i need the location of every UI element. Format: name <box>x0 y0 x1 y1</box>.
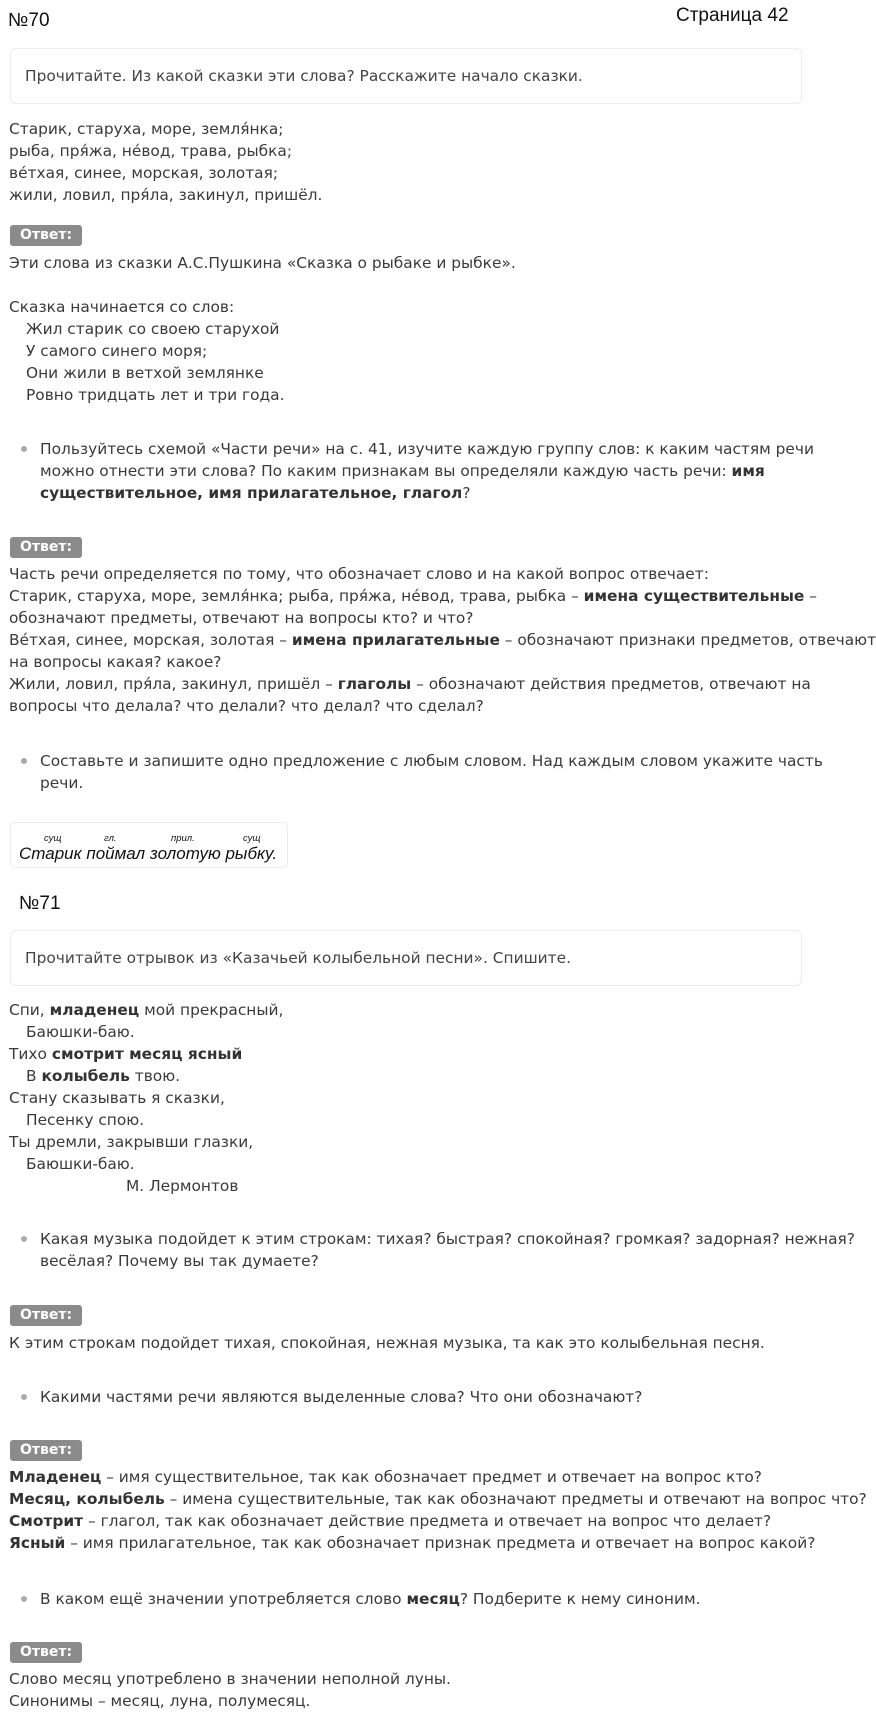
answer-line: на вопросы какая? какое? <box>9 653 222 671</box>
poem-line: Песенку спою. <box>26 1111 145 1129</box>
page-number: Страница 42 <box>676 5 789 26</box>
sentence-text: Старик поймал золотую рыбку. <box>19 844 278 863</box>
answer-text: – <box>804 587 817 605</box>
handwritten-sentence-box <box>10 822 288 868</box>
answer-text: – обозначают действия предметов, отвечают на <box>411 675 811 693</box>
word-line: жили, ловил, пря́ла, закинул, пришёл. <box>9 186 323 204</box>
poem-line: Ты дремли, закрывши глазки, <box>9 1133 254 1151</box>
answer-line: Синонимы – месяц, луна, полумесяц. <box>9 1692 311 1710</box>
answer-text: – глагол, так как обозначает действие предмета и отвечает на вопрос что делает? <box>83 1512 772 1530</box>
answer-text: Старик, старуха, море, земля́нка; рыба, пря́жа, не́вод, трава, рыбка – <box>9 587 584 605</box>
question-text: В каком ещё значении употребляется слово <box>40 1590 407 1608</box>
question-bold: имя <box>731 462 765 480</box>
question-bold: существительное, имя прилагательное, глагол <box>40 484 463 502</box>
poem-line: У самого синего моря; <box>26 342 208 360</box>
answer-line: Эти слова из сказки А.С.Пушкина «Сказка о рыбаке и рыбке». <box>9 254 516 272</box>
answer-badge: Ответ: <box>10 1642 82 1663</box>
answer-bold: Смотрит <box>9 1512 84 1530</box>
pos-label: гл. <box>104 833 117 844</box>
answer-bold: имена прилагательные <box>291 631 500 649</box>
answer-text: Ве́тхая, синее, морская, золотая – <box>9 631 292 649</box>
answer-badge: Ответ: <box>10 225 82 246</box>
question-item <box>20 1588 790 1610</box>
answer-badge: Ответ: <box>10 537 82 558</box>
question-text: ? Подберите к нему синоним. <box>459 1590 701 1608</box>
answer-text: – имя существительное, так как обозначает предмет и отвечает на вопрос кто? <box>101 1468 762 1486</box>
question-line: Составьте и запишите одно предложение с любым словом. Над каждым словом укажите часть <box>40 752 823 770</box>
word-line: Старик, старуха, море, земля́нка; <box>9 120 284 138</box>
answer-block <box>9 1332 765 1354</box>
poem-line: Баюшки-баю. <box>26 1023 135 1041</box>
poem-line: Жил старик со своею старухой <box>26 320 280 338</box>
question-item <box>20 1386 790 1408</box>
answer-text: – обозначают признаки предметов, отвечают <box>499 631 876 649</box>
question-line: Какая музыка подойдет к этим строкам: тихая? быстрая? спокойная? громкая? задорная? нежная? <box>40 1230 855 1248</box>
question-line: Какими частями речи являются выделенные слова? Что они обозначают? <box>40 1388 643 1406</box>
answer-line: вопросы что делала? что делали? что делал? что сделал? <box>9 697 484 715</box>
poem-text: Тихо <box>9 1045 52 1063</box>
pos-label: сущ <box>44 833 62 844</box>
poem-text: твою. <box>129 1067 181 1085</box>
answer-block <box>9 1668 451 1712</box>
answer-bold: Ясный <box>9 1534 66 1552</box>
poem-line: Стану сказывать я сказки, <box>9 1089 225 1107</box>
poem-line: Ровно тридцать лет и три года. <box>26 386 285 404</box>
exercise-number: №70 <box>8 10 50 31</box>
pos-label: прил. <box>171 833 195 844</box>
answer-text: – имена существительные, так как обозначают предметы и отвечают на вопрос что? <box>164 1490 867 1508</box>
question-line: весёлая? Почему вы так думаете? <box>40 1252 319 1270</box>
answer-block <box>9 563 876 717</box>
exercise-number: №71 <box>19 893 61 914</box>
question-line: Пользуйтесь схемой «Части речи» на с. 41, изучите каждую группу слов: к каким частям речи <box>40 440 814 458</box>
answer-block <box>9 1466 867 1554</box>
poem-line: Баюшки-баю. <box>26 1155 135 1173</box>
answer-line: Сказка начинается со слов: <box>9 298 235 316</box>
answer-text: Жили, ловил, пря́ла, закинул, пришёл – <box>9 675 338 693</box>
question-line: ? <box>462 484 471 502</box>
poem-text: мой прекрасный, <box>139 1001 284 1019</box>
poem-bold: колыбель <box>41 1067 130 1085</box>
answer-bold: глаголы <box>337 675 412 693</box>
answer-bold: Младенец <box>9 1468 102 1486</box>
poem-author: М. Лермонтов <box>126 1177 239 1195</box>
poem-bold: младенец <box>49 1001 140 1019</box>
poem-bold: смотрит месяц ясный <box>51 1045 243 1063</box>
poem-text: В <box>26 1067 42 1085</box>
answer-bold: Месяц, колыбель <box>9 1490 165 1508</box>
task-text: Прочитайте. Из какой сказки эти слова? Расскажите начало сказки. <box>25 67 583 85</box>
answer-line: Слово месяц употреблено в значении неполной луны. <box>9 1670 451 1688</box>
question-item <box>20 750 823 794</box>
word-line: ве́тхая, синее, морская, золотая; <box>9 164 279 182</box>
question-line: можно отнести эти слова? По каким признакам вы определяли каждую часть речи: <box>40 462 732 480</box>
answer-line: К этим строкам подойдет тихая, спокойная, нежная музыка, та как это колыбельная песня. <box>9 1334 765 1352</box>
answer-line: обозначают предметы, отвечают на вопросы кто? и что? <box>9 609 474 627</box>
question-item <box>20 438 814 504</box>
task-box <box>10 48 802 104</box>
task-text: Прочитайте отрывок из «Казачьей колыбельной песни». Спишите. <box>25 949 571 967</box>
question-line: речи. <box>40 774 84 792</box>
answer-badge: Ответ: <box>10 1305 82 1326</box>
task-box <box>10 930 802 986</box>
answer-block <box>9 252 516 406</box>
answer-line: Часть речи определяется по тому, что обозначает слово и на какой вопрос отвечает: <box>9 565 709 583</box>
pos-label: сущ <box>243 833 261 844</box>
poem-block <box>9 999 283 1197</box>
word-list <box>9 118 322 206</box>
poem-text: Спи, <box>9 1001 50 1019</box>
question-item <box>20 1228 855 1272</box>
question-bold: месяц <box>406 1590 460 1608</box>
answer-text: – имя прилагательное, так как обозначает признак предмета и отвечает на вопрос какой? <box>65 1534 816 1552</box>
answer-bold: имена существительные <box>583 587 805 605</box>
answer-badge: Ответ: <box>10 1440 82 1461</box>
word-line: рыба, пря́жа, не́вод, трава, рыбка; <box>9 142 293 160</box>
poem-line: Они жили в ветхой землянке <box>26 364 264 382</box>
